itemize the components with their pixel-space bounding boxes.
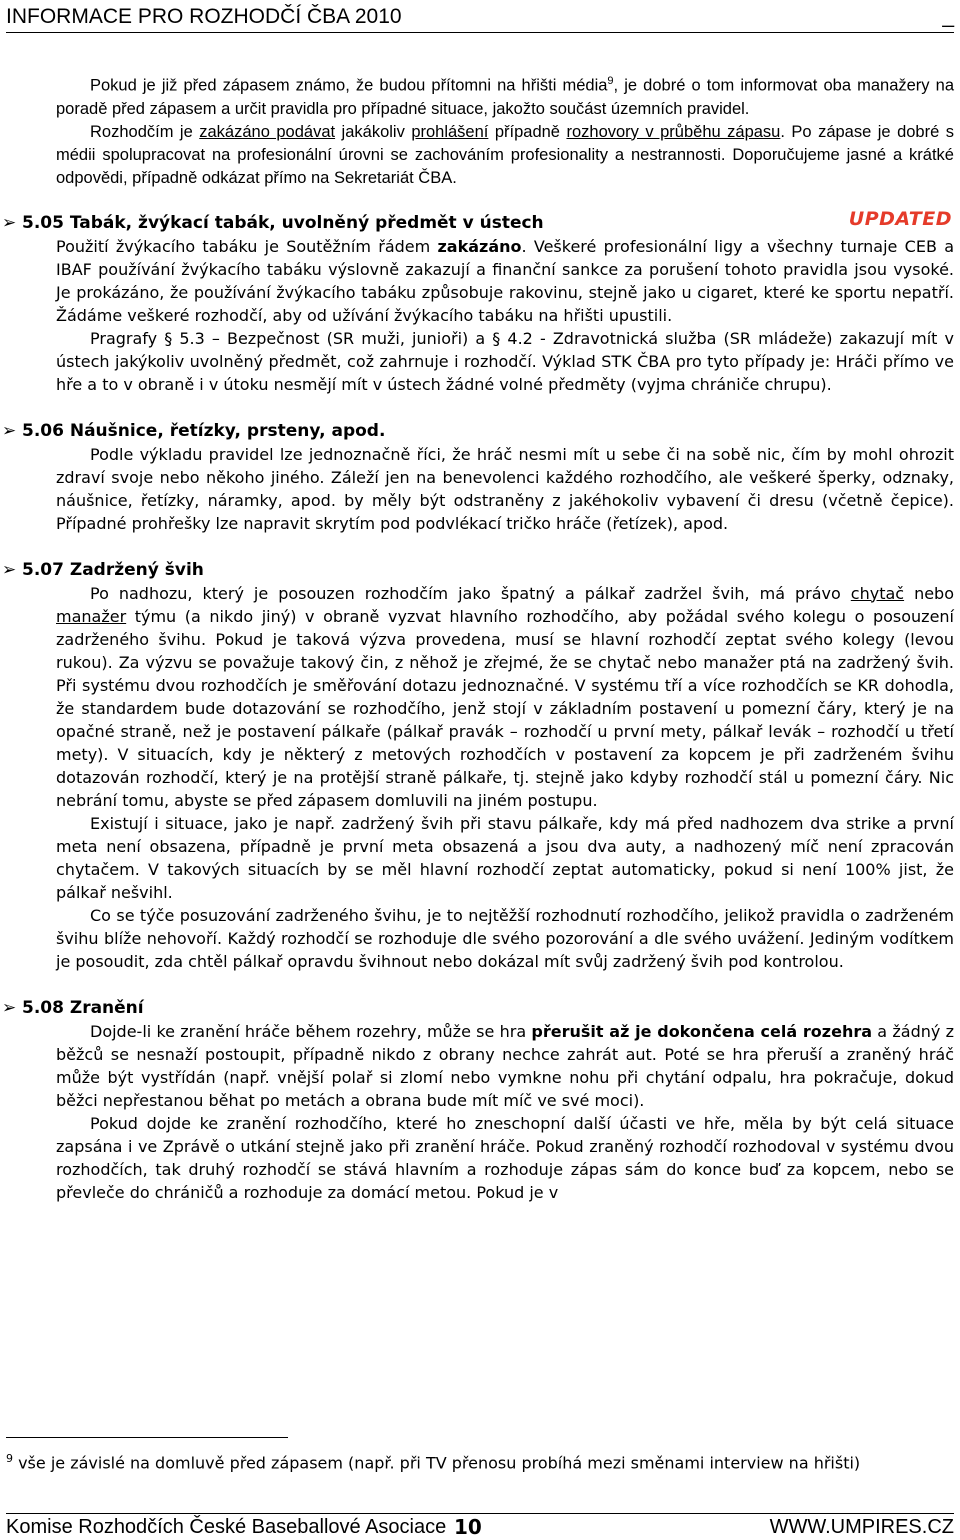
text-run: Pokud je již před zápasem známo, že budou přítomni na hřišti média [90,76,608,95]
section-heading-5-08 [0,997,954,1020]
tobacco-paragraph [56,235,954,327]
underlined-text: zakázáno podávat [199,122,336,141]
updated-badge: UPDATED [848,207,952,230]
footer-website: WWW.UMPIRES.CZ [769,1516,954,1538]
arrow-bullet-icon: ➢ [2,420,17,441]
jewelry-paragraph: Podle výkladu pravidel lze jednoznačně říci, že hráč nesmi mít u sebe či na sobě nic, čím by mohl ohrozit zdraví svoje nebo někoho jiného. Záleží jen na benevolenci každého rozhodčího, ale veškeré šperky, odznaky, náušnice, řetízky, náramky, apod. by měly být odstraněny z jakéhokoliv vybavení či dresu (včetně čepice). Případné prohřešky lze napravit skrytím pod podvlékací tričko hráče (řetízek), apod. [56,444,954,533]
umpire-injury-paragraph: Pokud dojde ke zranění rozhodčího, které ho zneschopní další účasti ve hře, měla by být celá situace zapsána i ve Zprávě o utkání stejně jako při zranění hráče. Pokud zraněný rozhodčí rozhodoval v systému dvou rozhodčích, tak druhý rozhodčí se stává hlavním a rozhoduje zápas sám do konce buď za kopcem, nebo se převleče do chráničů a rozhoduje za domácí metou. Pokud je v [56,1113,954,1202]
underlined-text: manažer [56,606,127,626]
injury-paragraph [56,1020,954,1112]
arrow-bullet-icon: ➢ [2,997,17,1018]
document-body [0,70,960,1204]
text-run: týmu (a nikdo jiný) v obraně vyzvat hlavního rozhodčího, aby požádal svého kolegu o posouzení zadrženého švihu. Pokud je taková výzva provedena, musí se hlavní rozhodčí zeptat svého kolegy (levou rukou). Za výzvu se považuje takový čin, z něhož je zřejmé, že se chytač nebo manažer ptá na zadržený švih. Při systému dvou rozhodčích je směřování dotazu jednoznačné. V systému tří a více rozhodčích se KR dohodla, že standardem bude dotazování se rozhodčího, jenž stojí v základním postavení u pomezní čáry, který je na opačné straně, než je postavení pálkaře (pálkař pravák – rozhodčí u první mety, pálkař levák – rozhodčí u třetí mety). V situacích, kdy je některý z metových rozhodčích v postavení za kopcem je při zadrženém švihu dotazován rozhodčí, který je na protější straně pálkaře, tj. stejně jako kdyby rozhodčí stál u pomezní čáry. Nic nebrání tomu, abyste se před zápasem domluvili na jiném postupu. [56,606,954,810]
checked-swing-judgement-paragraph: Co se týče posuzování zadrženého švihu, je to nejtěžší rozhodnutí rozhodčího, jelikož pravidla o zadrženém švihu blíže nehovoří. Každý rozhodčí se rozhoduje dle svého pozorování a dle svého uvážení. Jediným vodítkem je posoudit, zda chtěl pálkař opravdu švihnout nebo dokázal mít svůj zadržený švih pod kontrolou. [56,905,954,971]
text-run: nebo [904,583,954,603]
underlined-text: chytač [850,583,905,603]
text-run: Rozhodčím je [90,122,200,141]
page-header-title: INFORMACE PRO ROZHODČÍ ČBA 2010 [6,5,402,28]
section-title: 5.08 Zranění [22,997,144,1018]
text-run: jakákoliv [335,122,412,141]
footnote-ref: 9 [607,75,614,87]
section-title: 5.07 Zadržený švih [22,559,204,580]
page-footer [6,1513,954,1540]
section-title: 5.06 Náušnice, řetízky, prsteny, apod. [22,420,386,441]
text-run: . Veškeré profesionální ligy a všechny turnaje CEB a IBAF používání žvýkacího tabáku výslovně zakazují a finanční sankce za porušení tohoto pravidla jsou vysoké. Je prokázáno, že používání žvýkacího tabáku způsobuje rakovinu, stejně jako u cigaret, které ke sportu nepatří. Žádáme veškeré rozhodčí, aby od užívání žvýkacího tabáku na hřišti upustili. [56,236,954,325]
section-title: 5.05 Tabák, žvýkací tabák, uvolněný předmět v ústech [22,212,544,233]
section-heading-5-07 [0,559,954,582]
media-paragraph [56,70,954,121]
section-heading-5-06 [0,420,954,443]
text-run: Po nadhozu, který je posouzen rozhodčím jako špatný a pálkař zadržel švih, má právo [90,583,851,603]
page-number: 10 [454,1515,482,1539]
underlined-text: rozhovory v průběhu zápasu [566,122,781,141]
underlined-text: prohlášení [411,122,489,141]
footnote-separator [6,1437,288,1438]
footnote-number: 9 [6,1452,13,1465]
bold-text: přerušit až je dokončena celá rozehra [531,1021,873,1041]
media-rules-paragraph [56,121,954,190]
text-run: případně [488,122,567,141]
arrow-bullet-icon: ➢ [2,212,17,233]
paragraphs-paragraph: Pragrafy § 5.3 – Bezpečnost (SR muži, junioři) a § 4.2 - Zdravotnická služba (SR mládeže) zakazují mít v ústech jakýkoliv uvolněný předmět, což zahrnuje i rozhodčí. Výklad STK ČBA pro tyto případy je: Hráči přímo ve hře a to v obraně i v útoku nesmějí mít v ústech žádné volné předměty (vyjma chrániče chrupu). [56,328,954,394]
checked-swing-situations-paragraph: Existují i situace, jako je např. zadržený švih při stavu pálkaře, kdy má před nadhozem dva strike a první meta není obsazena, případně je první meta obsazená a jsou dva auty, a nadhozený míč není zpracován chytačem. V takových situacích by se měl hlavní rozhodčí zeptat automaticky, pokud si není 100% jist, že pálkař nešvihl. [56,813,954,902]
bold-text: zakázáno [437,236,522,256]
checked-swing-paragraph [56,582,954,812]
section-heading-5-05 [0,207,954,235]
footnote-text: vše je závislé na domluvě před zápasem (např. při TV přenosu probíhá mezi směnami interview na hřišti) [13,1453,861,1473]
text-run: Dojde-li ke zranění hráče během rozehry, může se hra [90,1021,532,1041]
text-run: a žádný z běžců se nesnaží postoupit, případně nikdo z obrany nechce zahrát aut. Poté se hra přeruší a zraněný hráč může být vystřídán (např. vnější polař si zlomí nebo vymkne nohu při chytání odpalu, hra pokračuje, dokud běžci nepřestanou běhat po metách a obrana bude mít míč ve své moci). [56,1021,955,1110]
text-run: . Po zápase je dobré s médii spolupracovat na profesionální úrovni se zachováním profesionality a nestrannosti. Doporučujeme jasné a krátké odpovědi, případně odkázat přímo na Sekretariát ČBA. [56,122,954,187]
page-header [6,2,954,33]
footnote [6,1447,954,1474]
page-header-trail: _ [942,5,954,28]
footer-organization: Komise Rozhodčích České Baseballové Asociace [6,1516,447,1538]
text-run: Použití žvýkacího tabáku je Soutěžním řádem [56,236,438,256]
text-run: , je dobré o tom informovat oba manažery na poradě před zápasem a určit pravidla pro případné situace, jakožto součást územních pravidel. [56,76,954,118]
arrow-bullet-icon: ➢ [2,559,17,580]
